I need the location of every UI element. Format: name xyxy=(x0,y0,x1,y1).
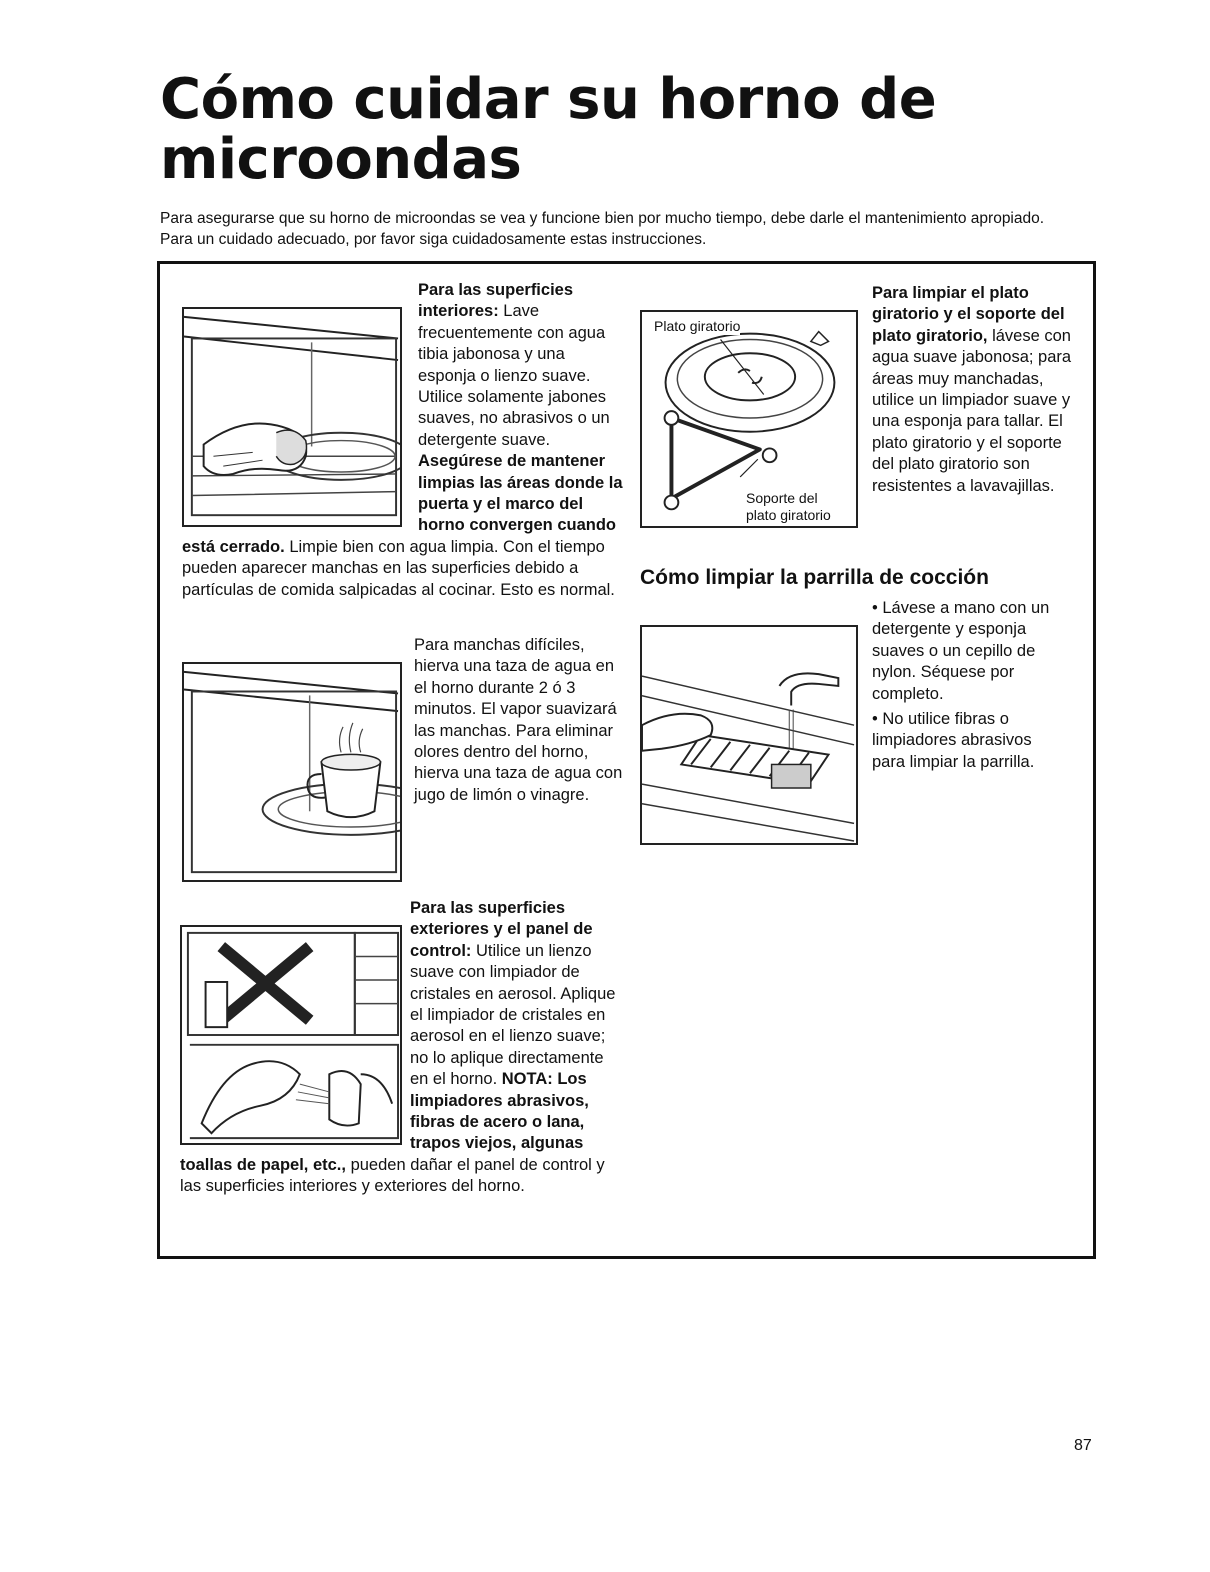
exterior-cleaning-text xyxy=(180,898,624,1198)
rack-bullet-1: • Lávese a mano con un detergente y esponja suaves o un cepillo de nylon. Séquese por completo. xyxy=(872,599,1050,703)
turntable-heading: Para limpiar el plato giratorio y el soporte del plato giratorio, xyxy=(872,284,1065,345)
stains-paragraph: Para manchas difíciles, hierva una taza de agua en el horno durante 2 ó 3 minutos. El vapor suavizará las manchas. Para eliminar olores dentro del horno, hierva una taza de agua con jugo de limón o vinagre. xyxy=(414,636,623,804)
interior-text-2: Limpie bien con agua limpia. Con el tiempo pueden aparecer manchas en las superficies debido a partículas de comida salpicadas al cocinar. Esto es normal. xyxy=(182,537,615,599)
label-support-line-1: Soporte del xyxy=(746,490,818,506)
rack-section-title: Cómo limpiar la parrilla de cocción xyxy=(640,566,989,589)
turntable-cleaning-text xyxy=(640,283,1082,529)
interior-bold-warning: Asegúrese de mantener limpias las áreas donde la puerta y el marco del horno convergen cuando está cerrado. xyxy=(182,452,623,556)
stains-text xyxy=(182,635,624,873)
exterior-text-2: pueden dañar el panel de control y las superficies interiores y exteriores del horno. xyxy=(180,1155,605,1196)
exterior-note: NOTA: Los limpiadores abrasivos, fibras de acero o lana, trapos viejos, algunas toallas de papel, etc., xyxy=(180,1070,589,1174)
exterior-text-1: Utilice un lienzo suave con limpiador de cristales en aerosol. Aplique el limpiador de cristales en aerosol en el lienzo suave; no lo aplique directamente en el horno. xyxy=(410,941,616,1089)
interior-text-1: Lave frecuentemente con agua tibia jabonosa y una esponja o lienzo suave. Utilice solamente jabones suaves, no abrasivos o un detergente suave. xyxy=(418,302,610,449)
turntable-text: lávese con agua suave jabonosa; para áreas muy manchadas, utilice un limpiador suave y una esponja para tallar. El plato giratorio y el soporte del plato giratorio son resistentes a lavavajillas. xyxy=(872,326,1072,495)
page-number: 87 xyxy=(1074,1437,1092,1454)
label-support-line-2: plato giratorio xyxy=(746,507,831,523)
rack-cleaning-text xyxy=(640,598,1060,848)
exterior-heading: Para las superficies exteriores y el panel de control: xyxy=(410,899,593,960)
label-turntable: Plato giratorio xyxy=(654,318,741,334)
interior-heading: Para las superficies interiores: xyxy=(418,281,574,321)
intro-paragraph: Para asegurarse que su horno de microondas se vea y funcione bien por mucho tiempo, debe darle el mantenimiento apropiado. Para un cuidado adecuado, por favor siga cuidadosamente estas instrucciones. xyxy=(160,210,1045,248)
page-title: Cómo cuidar su horno de microondas xyxy=(160,67,937,192)
rack-bullet-2: • No utilice fibras o limpiadores abrasivos para limpiar la parrilla. xyxy=(872,710,1035,771)
interior-cleaning-text xyxy=(182,280,624,601)
